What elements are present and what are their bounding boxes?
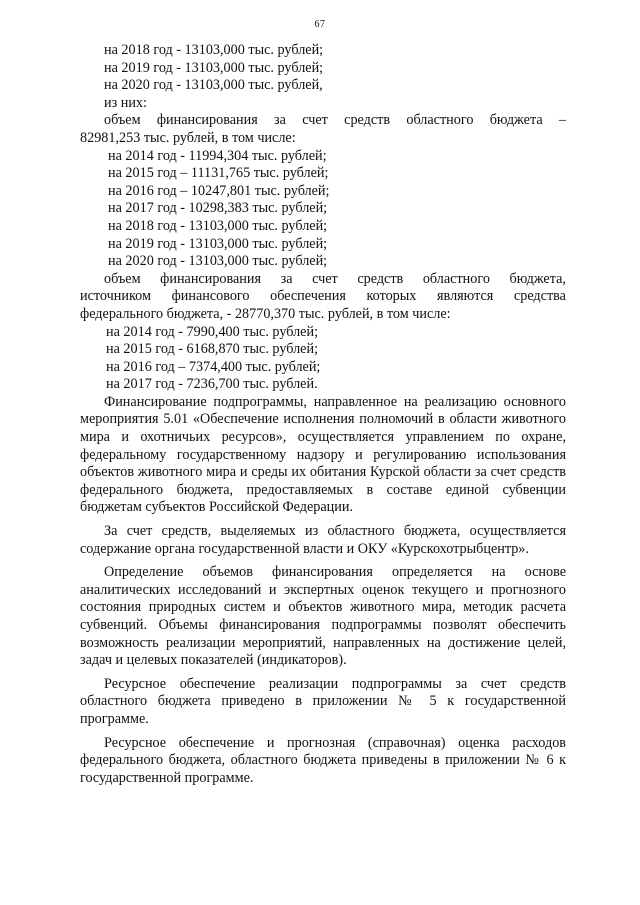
list-item: на 2020 год - 13103,000 тыс. рублей;	[108, 253, 328, 270]
word: которых	[366, 288, 417, 305]
list-item: на 2018 год - 13103,000 тыс. рублей;	[108, 217, 328, 234]
paragraph-volume-determination: Определение объемов финансирования определяется на основе аналитических исследований и экспертных оценок текущего и прогнозного состояния природных систем и объектов животного мира, методик расчета субвенций. Объемы финансирования подпрограммы позволят обеспечить возможность реализации мероприятий, направленных на достижение целей, задач и целевых показателей (индикаторов).	[80, 564, 566, 669]
word: объем	[104, 112, 141, 129]
page-number: 67	[314, 19, 326, 30]
federal-source-years-list	[80, 324, 566, 394]
word: счет	[312, 270, 338, 287]
list-item: на 2017 год - 10298,383 тыс. рублей;	[108, 200, 328, 217]
regional-years-list	[80, 148, 566, 271]
word: областного	[422, 270, 490, 287]
paragraph-resource-appendix-5: Ресурсное обеспечение реализации подпрограммы за счет средств областного бюджета приведено в приложении № 5 к государственной программе.	[80, 675, 566, 727]
list-item: на 2016 год – 10247,801 тыс. рублей;	[108, 182, 330, 199]
list-item: на 2015 год – 11131,765 тыс. рублей;	[108, 165, 329, 182]
word: объем	[104, 270, 141, 287]
word: областного	[406, 112, 474, 129]
federal-years-list	[80, 42, 566, 95]
federal-source-line	[80, 288, 566, 306]
list-item: на 2017 год - 7236,700 тыс. рублей.	[106, 376, 318, 393]
word: средств	[357, 270, 404, 287]
word: за	[280, 270, 293, 287]
list-item: на 2019 год - 13103,000 тыс. рублей;	[108, 235, 328, 252]
word: счет	[302, 112, 328, 129]
regional-funding-line	[80, 112, 566, 130]
body-paragraphs	[80, 394, 566, 787]
word: источником	[80, 288, 151, 305]
word: средств	[344, 112, 391, 129]
regional-funding-total: 82981,253 тыс. рублей, в том числе:	[80, 129, 296, 146]
word: финансирования	[160, 270, 262, 287]
list-item: на 2014 год - 7990,400 тыс. рублей;	[106, 323, 319, 340]
list-item: на 2016 год – 7374,400 тыс. рублей;	[106, 358, 321, 375]
list-item: на 2020 год - 13103,000 тыс. рублей,	[104, 77, 323, 94]
word: бюджета	[489, 112, 543, 129]
paragraph-regional-maintenance: За счет средств, выделяемых из областного бюджета, осуществляется содержание органа государственной власти и ОКУ «Курскохотрыбцентр».	[80, 523, 566, 557]
paragraph-resource-appendix-6: Ресурсное обеспечение и прогнозная (справочная) оценка расходов федерального бюджета, областного бюджета приведены в приложении № 6 к государственной программе.	[80, 734, 566, 786]
list-item: на 2019 год - 13103,000 тыс. рублей;	[104, 59, 324, 76]
list-item: на 2015 год - 6168,870 тыс. рублей;	[106, 341, 319, 358]
word: финансового	[171, 288, 250, 305]
document-body	[80, 42, 566, 787]
federal-source-total: федерального бюджета, - 28770,370 тыс. рублей, в том числе:	[80, 305, 451, 322]
word: бюджета,	[509, 270, 566, 287]
list-item: на 2014 год - 11994,304 тыс. рублей;	[108, 147, 327, 164]
of-which-label: из них:	[104, 94, 147, 111]
word: средства	[513, 288, 566, 305]
federal-source-line	[80, 271, 566, 289]
word: обеспечения	[270, 288, 346, 305]
word: –	[558, 112, 566, 129]
word: за	[274, 112, 286, 129]
word: финансирования	[156, 112, 258, 129]
list-item: на 2018 год - 13103,000 тыс. рублей;	[104, 42, 324, 58]
paragraph-financing-subprogram: Финансирование подпрограммы, направленное на реализацию основного мероприятия 5.01 «Обеспечение исполнения полномочий в области животного мира и охотничьих ресурсов», осуществляется управлением по охране, федеральному государственному надзору и регулированию использования объектов животного мира и среды их обитания Курской области за счет средств федерального бюджета, предоставляемых в составе единой субвенции бюджетам субъектов Российской Федерации.	[80, 393, 566, 516]
word: являются	[437, 288, 494, 305]
